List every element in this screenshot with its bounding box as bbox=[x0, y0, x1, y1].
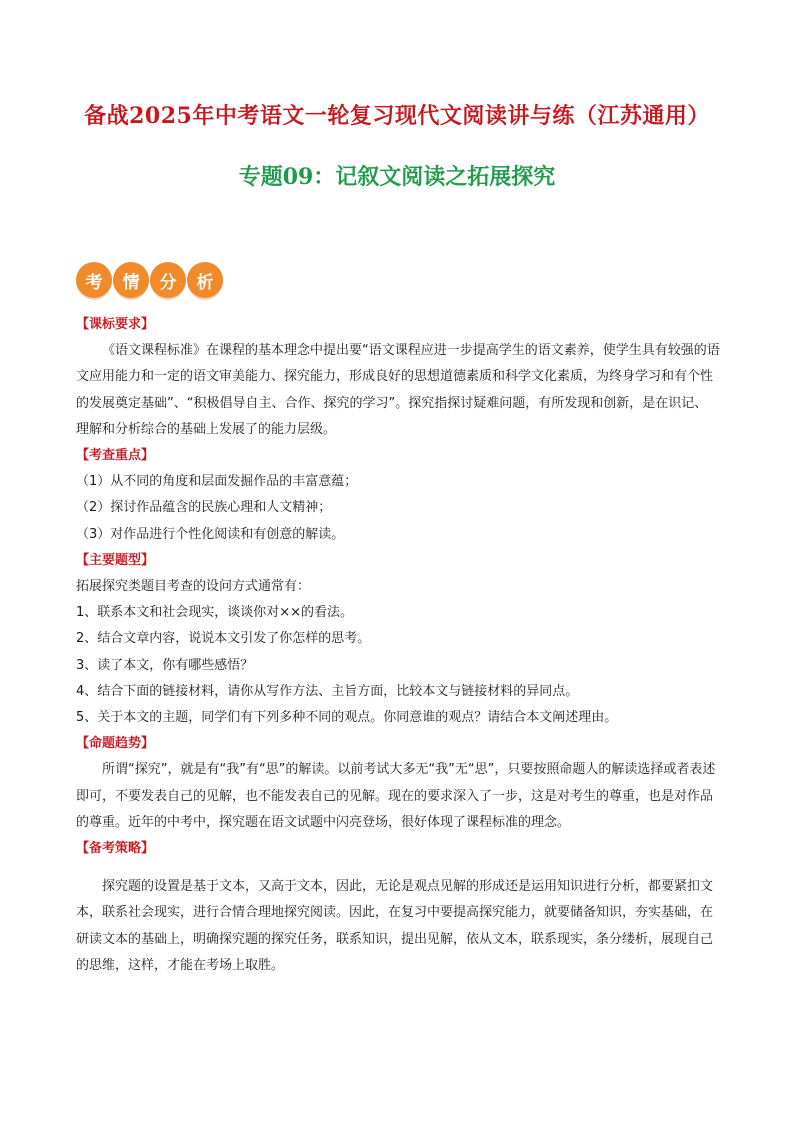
curriculum-paragraph: 《语文课程标准》在课程的基本理念中提出要“语文课程应进一步提高学生的语文素养，使学生具有较强的语文应用能力和一定的语文审美能力、探究能力，形成良好的思想道德素质和科学文化素质，为终身学习和有个性的发展奠定基础”、“积极倡导自主、合作、探究的学习”。探究指探讨疑难问题，有所发现和创新，是在识记、理解和分析综合的基础上发展了的能力层级。 bbox=[76, 343, 720, 437]
question-type-item: 4、结合下面的链接材料，请你从写作方法、主旨方面，比较本文与链接材料的异同点。 bbox=[76, 683, 579, 699]
document-title: 备战2025年中考语文一轮复习现代文阅读讲与练（江苏通用） bbox=[84, 103, 710, 129]
document-subtitle: 专题09：记叙文阅读之拓展探究 bbox=[238, 164, 556, 190]
section-heading-trend: 【命题趋势】 bbox=[76, 736, 155, 752]
focus-item: （1）从不同的角度和层面发掘作品的丰富意蕴； bbox=[76, 474, 358, 490]
section-heading-focus: 【考查重点】 bbox=[76, 448, 155, 464]
question-type-item: 5、关于本文的主题，同学们有下列多种不同的观点。你同意谁的观点？请结合本文阐述理由。 bbox=[76, 710, 618, 726]
document-body bbox=[76, 312, 720, 979]
badge-circle: 析 bbox=[187, 262, 223, 298]
spacer bbox=[76, 862, 720, 874]
strategy-paragraph: 探究题的设置是基于文本，又高于文本，因此，无论是观点见解的形成还是运用知识进行分析，都要紧扣文本，联系社会现实，进行合情合理地探究阅读。因此，在复习中要提高探究能力，就要储备知识，夯实基础，在研读文本的基础上，明确探究题的探究任务，联系知识，提出见解，依从文本，联系现实，条分缕析，展现自己的思维，这样，才能在考场上取胜。 bbox=[76, 879, 714, 973]
badge-circle: 情 bbox=[113, 262, 149, 298]
section-heading-question-types: 【主要题型】 bbox=[76, 552, 155, 568]
focus-item: （3）对作品进行个性化阅读和有创意的解读。 bbox=[76, 526, 345, 542]
badge-circle: 分 bbox=[150, 262, 186, 298]
section-heading-curriculum: 【课标要求】 bbox=[76, 317, 155, 332]
question-type-item: 1、联系本文和社会现实，谈谈你对××的看法。 bbox=[76, 605, 354, 621]
trend-paragraph: 所谓“探究”，就是有“我”有“思”的解读。以前考试大多无“我”无“思”，只要按照命题人的解读选择或者表述即可，不要发表自己的见解，也不能发表自己的见解。现在的要求深入了一步，这是对考生的尊重，也是对作品的尊重。近年的中考中，探究题在语文试题中闪亮登场，很好体现了课程标准的理念。 bbox=[76, 762, 716, 830]
section-heading-strategy: 【备考策略】 bbox=[76, 841, 155, 857]
question-type-item: 3、读了本文，你有哪些感悟？ bbox=[76, 657, 254, 673]
badge-circle: 考 bbox=[76, 262, 112, 298]
focus-item: （2）探讨作品蕴含的民族心理和人文精神； bbox=[76, 500, 332, 516]
section-badge-group bbox=[76, 262, 224, 300]
question-type-item: 2、结合文章内容，说说本文引发了你怎样的思考。 bbox=[76, 631, 371, 647]
question-types-intro: 拓展探究类题目考查的设问方式通常有： bbox=[76, 579, 311, 595]
